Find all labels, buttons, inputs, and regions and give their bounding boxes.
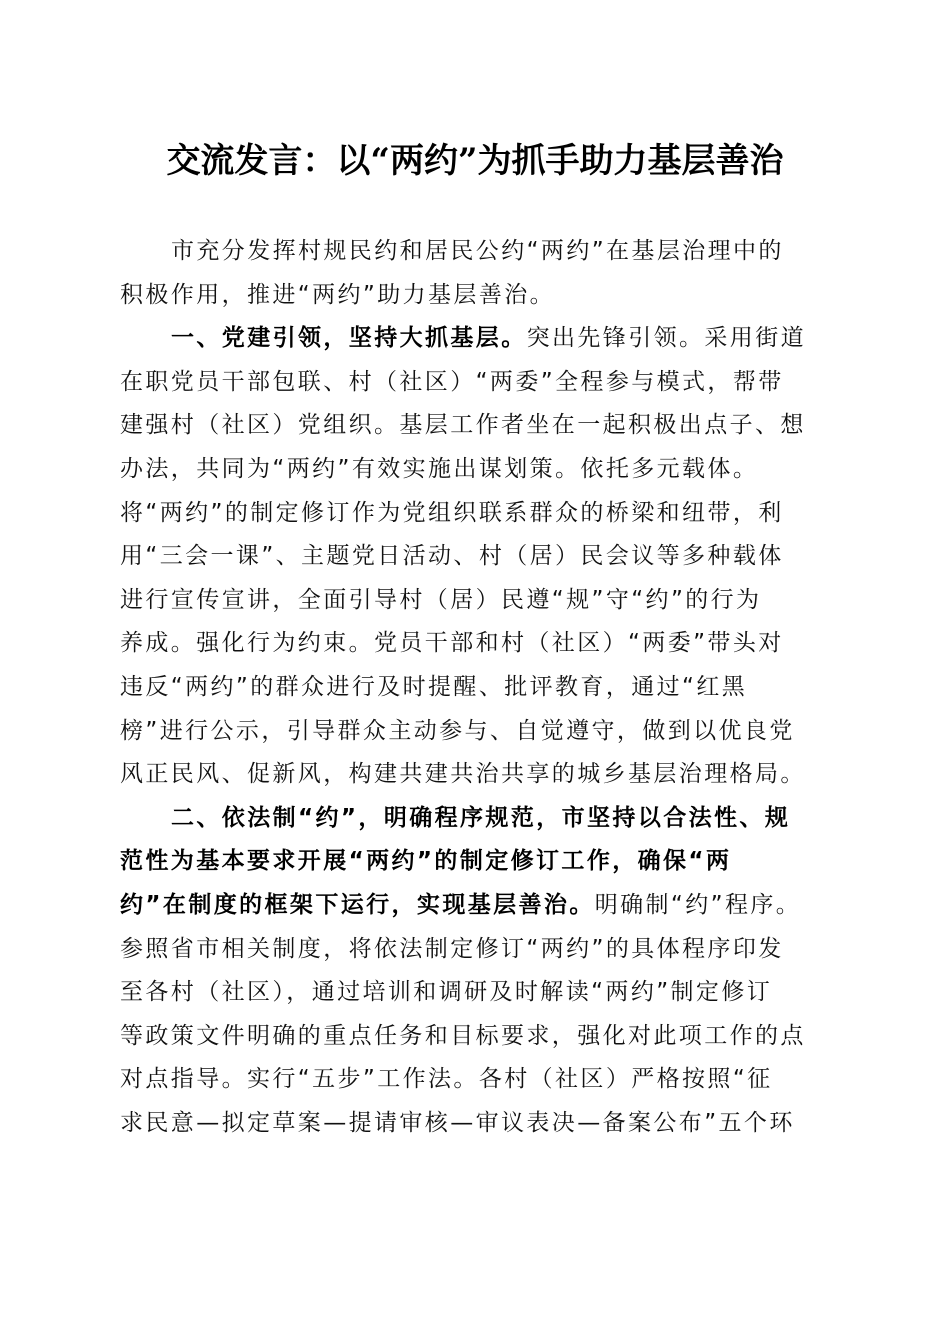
text-line: 办法，共同为“两约”有效实施出谋划策。依托多元载体。 — [120, 455, 759, 482]
text-line: 风正民风、促新风，构建共建共治共享的城乡基层治理格局。 — [120, 761, 806, 788]
text-line: 将“两约”的制定修订作为党组织联系群众的桥梁和纽带，利 — [120, 499, 784, 526]
document-body — [120, 230, 832, 1145]
text-line: 建强村（社区）党组织。基层工作者坐在一起积极出点子、想 — [120, 412, 806, 439]
text-line: 养成。强化行为约束。党员干部和村（社区）“两委”带头对 — [120, 630, 784, 657]
text-line — [120, 317, 832, 361]
text-line: 至各村（社区），通过培训和调研及时解读“两约”制定修订 — [120, 979, 773, 1006]
text-line: 等政策文件明确的重点任务和目标要求，强化对此项工作的点 — [120, 1022, 806, 1049]
text-line: 在职党员干部包联、村（社区）“两委”全程参与模式，帮带 — [120, 368, 784, 395]
text-line: 用“三会一课”、主题党日活动、村（居）民会议等多种载体 — [120, 543, 784, 570]
document-title: 交流发言：以“两约”为抓手助力基层善治 — [166, 141, 784, 181]
section-heading: 一、党建引领，坚持大抓基层。 — [171, 325, 527, 352]
text-line: 榜”进行公示，引导群众主动参与、自觉遵守，做到以优良党 — [120, 717, 795, 744]
text-line — [120, 884, 832, 928]
section-heading-line: 约”在制度的框架下运行，实现基层善治。 — [120, 891, 595, 918]
text-line: 求民意—拟定草案—提请审核—审议表决—备案公布”五个环 — [120, 1109, 795, 1136]
paragraph-intro — [120, 230, 832, 317]
text-line: 市充分发挥村规民约和居民公约“两约”在基层治理中的 — [171, 238, 784, 264]
text-line: 对点指导。实行“五步”工作法。各村（社区）严格按照“征 — [120, 1066, 773, 1093]
text-line: 积极作用，推进“两约”助力基层善治。 — [120, 281, 556, 308]
paragraph-section-one — [120, 317, 832, 797]
section-heading-line: 范性为基本要求开展“两约”的制定修订工作，确保“两 — [120, 848, 732, 875]
paragraph-section-two — [120, 797, 832, 1146]
text-segment: 明确制“约”程序。 — [594, 891, 802, 918]
text-line: 参照省市相关制度，将依法制定修订“两约”的具体程序印发 — [120, 935, 784, 962]
section-heading-line: 二、依法制“约”，明确程序规范，市坚持以合法性、规 — [171, 804, 791, 831]
text-line: 违反“两约”的群众进行及时提醒、批评教育，通过“红黑 — [120, 673, 748, 700]
text-segment: 突出先锋引领。采用街道 — [526, 325, 807, 352]
text-line: 进行宣传宣讲，全面引导村（居）民遵“规”守“约”的行为 — [120, 586, 762, 613]
